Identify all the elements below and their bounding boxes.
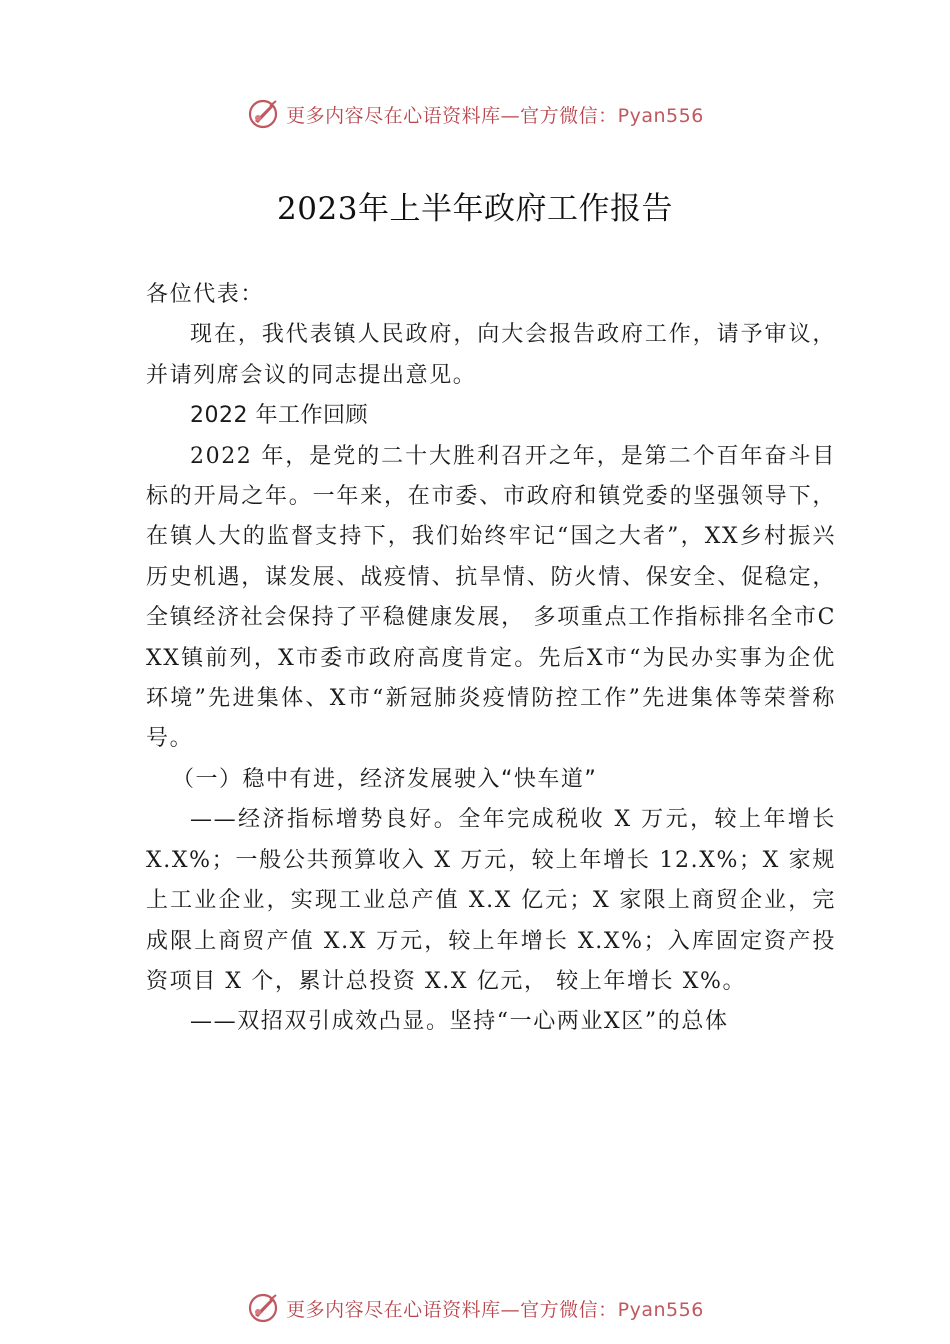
paragraph-economic-indicators: ——经济指标增势良好。全年完成税收 X 万元，较上年增长 X.X%；一般公共预算收入 X 万元，较上年增长 12.X%；X 家规上工业企业，实现工业总产值 X.X 亿元；X 家限上商贸企业，完成限上商贸产值 X.X 万元，较上年增长 X.X%；入库固定资产投资项目 X 个，累计总投资 X.X 亿元， 较上年增长 X%。 bbox=[146, 807, 836, 994]
paragraph-intro: 现在，我代表镇人民政府，向大会报告政府工作，请予审议，并请列席会议的同志提出意见。 bbox=[146, 322, 836, 388]
salutation: 各位代表： bbox=[146, 282, 265, 307]
quill-pen-seal-icon bbox=[246, 1291, 280, 1325]
banner-text: 更多内容尽在心语资料库—官方微信：Pyan556 bbox=[286, 1298, 704, 1321]
document-title: 2023年上半年政府工作报告 bbox=[277, 191, 673, 227]
document-body bbox=[146, 275, 836, 1043]
footer-watermark-banner bbox=[0, 1286, 950, 1330]
quill-pen-seal-icon bbox=[246, 97, 280, 131]
paragraph-investment: ——双招双引成效凸显。坚持“一⼼两业X区”的总体 bbox=[190, 1009, 729, 1035]
section-heading-review: 2022 年工作回顾 bbox=[190, 403, 368, 429]
header-watermark-banner bbox=[0, 92, 950, 136]
wechat-id: Pyan556 bbox=[617, 1298, 704, 1321]
banner-text: 更多内容尽在心语资料库—官方微信：Pyan556 bbox=[286, 104, 704, 127]
paragraph-overview: 2022 年，是党的二十大胜利召开之年，是第二个百年奋斗目标的开局之年。一年来，在市委、市政府和镇党委的坚强领导下，在镇人大的监督支持下，我们始终牢记“国之大者”，XX乡村振兴历史机遇，谋发展、战疫情、抗旱情、防火情、保安全、促稳定，全镇经济社会保持了平稳健康发展， 多项重点工作指标排名全市C XX镇前列，X市委市政府高度肯定。先后X市“为民办实事为企优环境”先进集体、X市“新冠肺炎疫情防控工作”先进集体等荣誉称号。 bbox=[146, 443, 836, 752]
subsection-heading-economy: （一）稳中有进，经济发展驶入“快车道” bbox=[172, 766, 598, 792]
wechat-id: Pyan556 bbox=[617, 104, 704, 127]
